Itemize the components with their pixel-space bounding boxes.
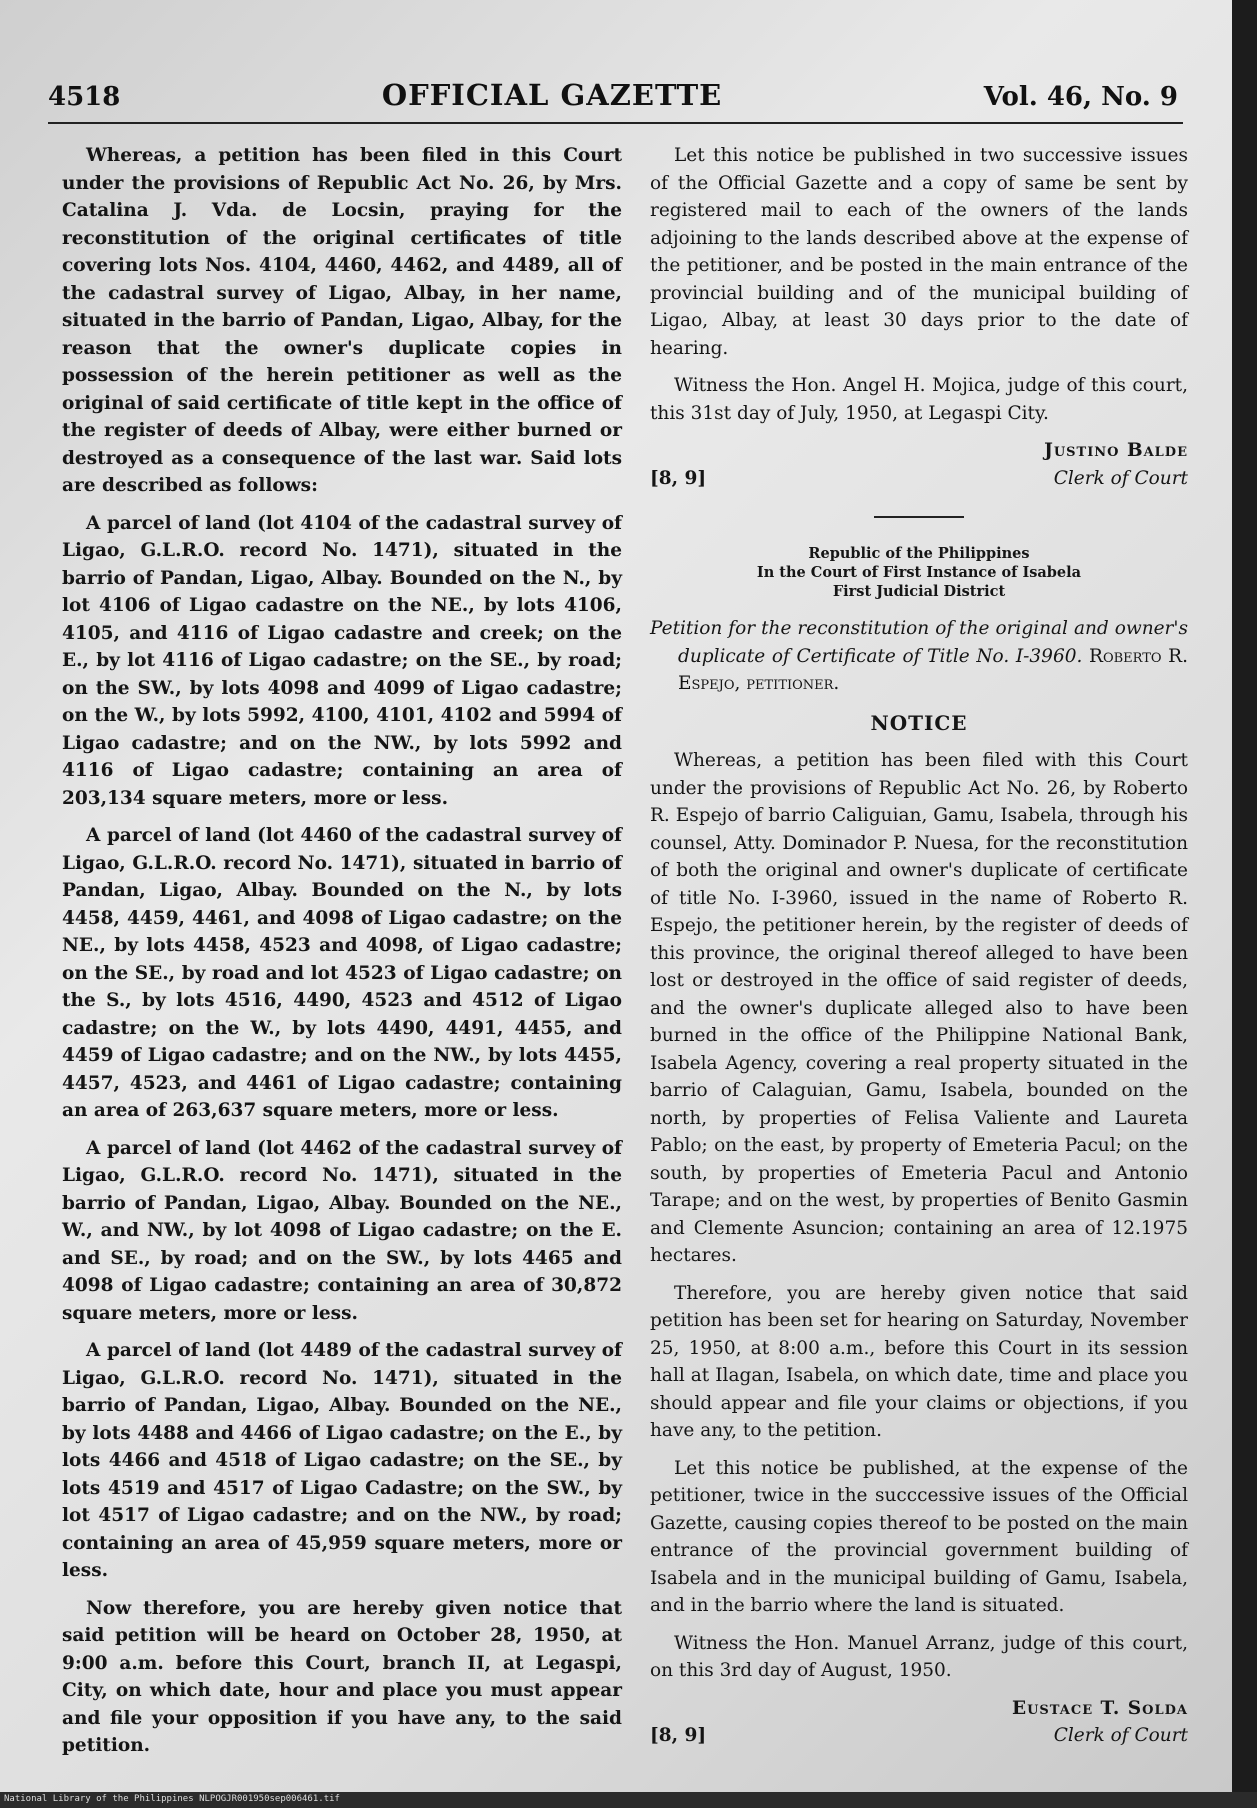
case-title	[650, 615, 1188, 698]
paragraph: A parcel of land (lot 4462 of the cadastral survey of Ligao, G.L.R.O. record No. 1471), situated in the barrio of Pandan, Ligao, Albay. Bounded on the NE., W., and NW., by lot 4098 of Ligao cadastre; on the E. and SE., by road; and on the SW., by lots 4465 and 4098 of Ligao cadastre; containing an area of 30,872 square meters, more or less.	[62, 1137, 622, 1324]
paragraph: A parcel of land (lot 4489 of the cadastral survey of Ligao, G.L.R.O. record No. 1471), situated in the barrio of Pandan, Ligao, Albay. Bounded on the NE., by lots 4488 and 4466 of Ligao cadastre; on the E., by lots 4466 and 4518 of Ligao cadastre; on the SE., by lots 4519 and 4517 of Ligao Cadastre; on the SW., by lot 4517 of Ligao cadastre; and on the NW., by road; containing an area of 45,959 square meters, more or less.	[62, 1340, 622, 1581]
paragraph: A parcel of land (lot 4104 of the cadastral survey of Ligao, G.L.R.O. record No. 1471), situated in the barrio of Pandan, Ligao, Albay. Bounded on the N., by lot 4106 of Ligao cadastre on the NE., by lots 4106, 4105, and 4116 of Ligao cadastre and creek; on the E., by lot 4116 of Ligao cadastre; on the SE., by road; on the SW., by lots 4098 and 4099 of Ligao cadastre; on the W., by lots 5992, 4100, 4101, 4102 and 5994 of Ligao cadastre; and on the NW., by lots 5992 and 4116 of Ligao cadastre; containing an area of 203,134 square meters, more or less.	[62, 512, 622, 809]
paragraph: Let this notice be published in two successive issues of the Official Gazette and a copy of same be sent by registered mail to each of the owners of the lands adjoining to the lands described above at the expense of the petitioner, and be posted in the main entrance of the provincial building and of the municipal building of Ligao, Albay, at least 30 days prior to the date of hearing.	[650, 145, 1188, 359]
notice-heading: NOTICE	[870, 710, 968, 735]
scan-edge	[1232, 0, 1257, 1792]
scan-footer: National Library of the Philippines NLPOGJR001950sep006461.tif	[4, 1794, 340, 1804]
section-divider	[874, 516, 964, 518]
paragraph: Witness the Hon. Manuel Arranz, judge of this court, on this 3rd day of August, 1950.	[650, 1632, 1188, 1681]
court-line: Republic of the Philippines	[808, 545, 1030, 562]
signer-name: Justino Balde	[1044, 440, 1188, 461]
paragraph: Therefore, you are hereby given notice that said petition has been set for hearing on Saturday, November 25, 1950, at 8:00 a.m., before this Court in its session hall at Ilagan, Isabela, on which date, time and place you should appear and file your claims or objections, if you have any, to the petition.	[650, 1282, 1188, 1441]
paragraph: Let this notice be published, at the expense of the petitioner, twice in the succcessive issues of the Official Gazette, causing copies thereof to be posted on the main entrance of the provincial government building of Isabela and in the municipal building of Gamu, Isabela, and in the barrio where the land is situated.	[650, 1457, 1188, 1616]
right-column	[650, 142, 1188, 1750]
signature-block	[650, 437, 1188, 492]
page-header	[48, 78, 1178, 118]
left-column	[62, 142, 622, 1770]
page-number: 4518	[48, 82, 121, 112]
court-line: First Judicial District	[832, 583, 1006, 600]
paragraph: A parcel of land (lot 4460 of the cadastral survey of Ligao, G.L.R.O. record No. 1471), situated in barrio of Pandan, Ligao, Albay. Bounded on the N., by lots 4458, 4459, 4461, and 4098 of Ligao cadastre; on the NE., by lots 4458, 4523 and 4098, of Ligao cadastre; on the SE., by road and lot 4523 of Ligao cadastre; on the S., by lots 4516, 4490, 4523 and 4512 of Ligao cadastre; on the W., by lots 4490, 4491, 4455, and 4459 of Ligao cadastre; and on the NW., by lots 4455, 4457, 4523, and 4461 of Ligao cadastre; containing an area of 263,637 square meters, more or less.	[62, 825, 622, 1121]
court-line: In the Court of First Instance of Isabela	[756, 564, 1082, 581]
issue-reference: [8, 9]	[650, 467, 707, 489]
paragraph: Whereas, a petition has been filed in this Court under the provisions of Republic Act No. 26, by Mrs. Catalina J. Vda. de Locsin, praying for the reconstitution of the original certificates of title covering lots Nos. 4104, 4460, 4462, and 4489, all of the cadastral survey of Ligao, Albay, in her name, situated in the barrio of Pandan, Ligao, Albay, for the reason that the owner's duplicate copies in possession of the herein petitioner as well as the original of said certificate of title kept in the office of the register of deeds of Albay, were either burned or destroyed as a consequence of the last war. Said lots are described as follows:	[62, 145, 622, 496]
court-heading	[650, 544, 1188, 601]
signature-block	[650, 1695, 1188, 1750]
signer-name: Eustace T. Solda	[1011, 1697, 1188, 1719]
publication-title: OFFICIAL GAZETTE	[381, 78, 723, 112]
signer-title: Clerk of Court	[1053, 467, 1188, 489]
volume-number: Vol. 46, No. 9	[983, 82, 1178, 112]
signer-title: Clerk of Court	[1053, 1725, 1188, 1746]
petitioner: Roberto R. Espejo, petitioner.	[678, 645, 1188, 694]
paragraph: Whereas, a petition has been filed with this Court under the provisions of Republic Act No. 26, by Roberto R. Espejo of barrio Caliguian, Gamu, Isabela, through his counsel, Atty. Dominador P. Nuesa, for the reconstitution of both the original and owner's duplicate of certificate of title No. I-3960, issued in the name of Roberto R. Espejo, the petitioner herein, by the register of deeds of this province, the original thereof alleged to have been lost or destroyed in the office of said register of deeds, and the owner's duplicate alleged also to have been burned in the office of the Philippine National Bank, Isabela Agency, covering a real property situated in the barrio of Calaguian, Gamu, Isabela, bounded on the north, by properties of Felisa Valiente and Laureta Pablo; on the east, by property of Emeteria Pacul; on the south, by properties of Emeteria Pacul and Antonio Tarape; and on the west, by properties of Benito Gasmin and Clemente Asuncion; containing an area of 12.1975 hectares.	[650, 750, 1188, 1266]
header-rule	[48, 122, 1183, 124]
paragraph: Witness the Hon. Angel H. Mojica, judge of this court, this 31st day of July, 1950, at Legaspi City.	[650, 375, 1188, 424]
paragraph: Now therefore, you are hereby given notice that said petition will be heard on October 28, 1950, at 9:00 a.m. before this Court, branch II, at Legaspi, City, on which date, hour and place you must appear and file your opposition if you have any, to the said petition.	[62, 1597, 622, 1756]
issue-reference: [8, 9]	[650, 1725, 707, 1746]
case-title-text: Petition for the reconstitution of the original and owner's duplicate of Certificate of Title No. I-3960.	[650, 618, 1188, 667]
